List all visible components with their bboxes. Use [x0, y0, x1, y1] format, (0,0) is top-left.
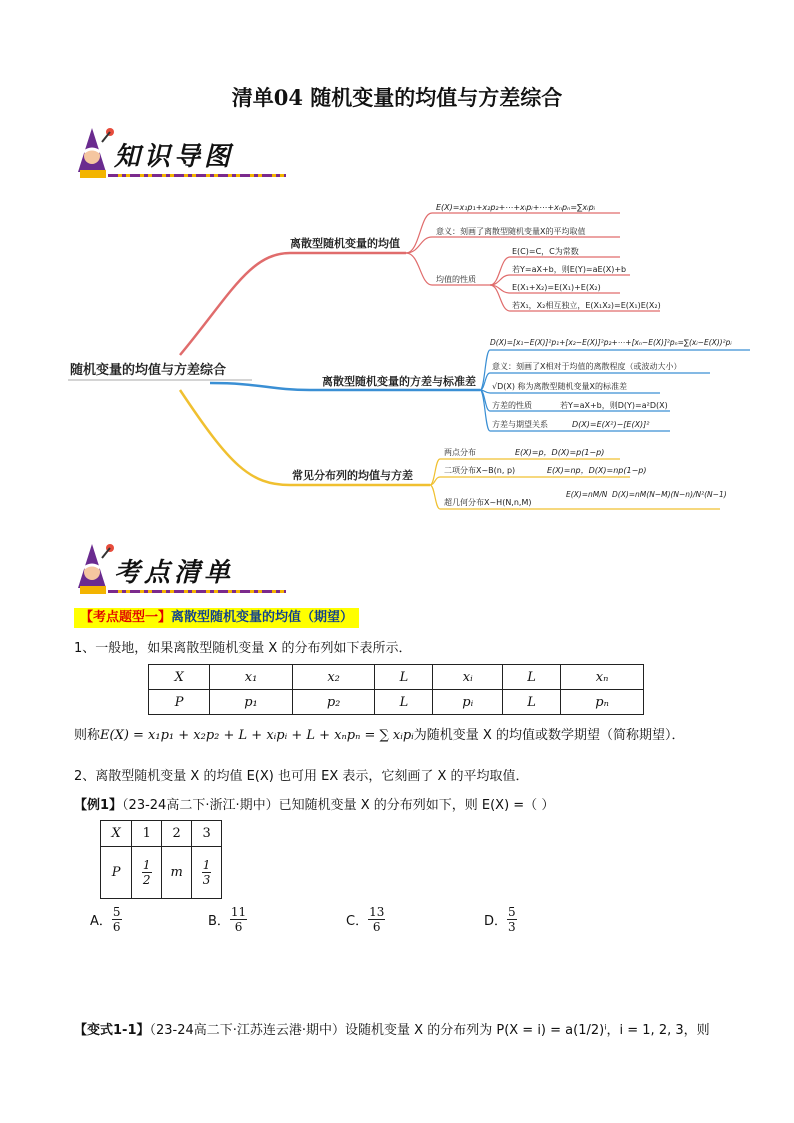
section-heading-text: 考点清单 [114, 558, 235, 588]
distribution-table-general [148, 664, 644, 715]
page-title: 清单04 随机变量的均值与方差综合 [231, 85, 563, 110]
choice-a[interactable]: A． $\frac{5}{6}$ [90, 905, 121, 934]
para2-prefix: 则称 [74, 728, 101, 743]
table-cell: p₂ [292, 690, 375, 715]
mean-property-2: 若Y=aX+b，则E(Y)=aE(X)+b [512, 265, 627, 274]
section-heading-mindmap [72, 122, 262, 182]
fraction: $\frac{11}{6}$ [230, 905, 247, 934]
section-heading-checklist [72, 538, 262, 598]
variance-relation: D(X)=E(X²)−[E(X)]² [572, 420, 650, 429]
std-dev: √D(X) 称为离散型随机变量X的标准差 [492, 382, 628, 391]
variant-source: （23-24高二下·江苏连云港·期中） [149, 1023, 346, 1038]
variant-label: 【变式1-1】 [74, 1023, 150, 1038]
fraction: $\frac{5}{3}$ [508, 905, 516, 934]
table-cell: xᵢ [433, 665, 503, 690]
table-cell: L [375, 690, 433, 715]
topic-tag [74, 608, 359, 628]
example-1-prompt [74, 797, 554, 815]
hypergeometric-label: 超几何分布X~H(N,n,M) [444, 498, 532, 507]
para2-suffix: 为随机变量 X 的均值或数学期望（简称期望）． [413, 728, 685, 743]
table-cell: 3 [192, 821, 222, 847]
wizard-mascot-icon [72, 538, 116, 596]
section-underline [108, 174, 286, 177]
topic-tag-title: 离散型随机变量的均值（期望） [171, 610, 354, 625]
table-cell: p₁ [210, 690, 293, 715]
fraction: $\frac{13}{6}$ [369, 905, 385, 934]
table-cell: X [101, 821, 132, 847]
mindmap [60, 195, 760, 515]
fraction: $\frac{1}{2}$ [142, 858, 151, 887]
choice-d[interactable]: D． $\frac{5}{3}$ [484, 905, 516, 934]
variance-properties-label: 方差的性质 [492, 401, 532, 410]
branch-label-variance: 离散型随机变量的方差与标准差 [322, 375, 476, 388]
mean-property-1: E(C)=C，C为常数 [512, 247, 579, 256]
topic-tag-bracket: 【考点题型一】 [80, 610, 172, 625]
variant-1-1-prompt [74, 1022, 710, 1040]
branch-label-common: 常见分布列的均值与方差 [292, 469, 413, 482]
table-cell: m [162, 847, 192, 899]
table-cell: L [503, 690, 561, 715]
table-cell: X [149, 665, 210, 690]
section-heading-text: 知识导图 [114, 142, 235, 172]
branch-label-mean: 离散型随机变量的均值 [290, 237, 400, 250]
choice-b[interactable]: B． $\frac{11}{6}$ [208, 905, 247, 934]
table-cell: pᵢ [433, 690, 503, 715]
variance-formula: D(X)=[x₁−E(X)]²p₁+[x₂−E(X)]²p₂+⋯+[xₙ−E(X)]²pₙ=∑(xᵢ−E(X))²pᵢ [490, 338, 732, 347]
fraction: $\frac{1}{3}$ [202, 858, 211, 887]
table-cell: L [375, 665, 433, 690]
mean-meaning: 意义：刻画了离散型随机变量X的平均取值 [436, 227, 586, 236]
table-cell-fraction [192, 847, 222, 899]
table-cell: L [503, 665, 561, 690]
paragraph-1: 1、一般地，如果离散型随机变量 X 的分布列如下表所示． [74, 641, 412, 656]
choice-c[interactable]: C． $\frac{13}{6}$ [346, 905, 385, 934]
table-cell: pₙ [561, 690, 644, 715]
section-underline [108, 590, 286, 593]
mindmap-root: 随机变量的均值与方差综合 [70, 363, 227, 378]
mean-property-3: E(X₁+X₂)=E(X₁)+E(X₂) [512, 283, 601, 292]
branch-line-mean [180, 253, 406, 355]
table-cell: P [149, 690, 210, 715]
variance-relation-label: 方差与期望关系 [492, 420, 548, 429]
mean-formula: E(X)=x₁p₁+x₂p₂+⋯+xᵢpᵢ+⋯+xₙpₙ=∑xᵢpᵢ [436, 203, 596, 212]
hypergeometric-variance: D(X)=nM(N−M)(N−n)/N²(N−1) [612, 490, 727, 499]
table-cell: x₂ [292, 665, 375, 690]
two-point-formula: E(X)=p，D(X)=p(1−p) [515, 448, 605, 457]
expectation-formula: E(X) = x₁p₁ + x₂p₂ + L + xᵢpᵢ + L + xₙpₙ = ∑ xᵢpᵢ [100, 728, 414, 743]
variance-property-1: 若Y=aX+b，则D(Y)=a²D(X) [560, 401, 668, 410]
distribution-table-example [100, 820, 222, 899]
hypergeometric-mean: E(X)=nM/N [566, 490, 608, 499]
variant-text: 设随机变量 X 的分布列为 P(X = i) = a(1/2)ⁱ，i = 1, 2, 3，则 [345, 1023, 710, 1038]
table-cell: 2 [162, 821, 192, 847]
two-point-label: 两点分布 [444, 448, 476, 457]
table-cell-fraction [132, 847, 162, 899]
fraction: $\frac{5}{6}$ [112, 905, 121, 934]
table-cell: xₙ [561, 665, 644, 690]
example-text: 已知随机变量 X 的分布列如下，则 E(X) =（ ） [278, 798, 555, 813]
table-cell: P [101, 847, 132, 899]
table-cell: x₁ [210, 665, 293, 690]
example-source: （23-24高二下·浙江·期中） [122, 798, 279, 813]
example-label: 【例1】 [74, 798, 123, 813]
variance-meaning: 意义：刻画了X相对于均值的离散程度（或波动大小） [492, 362, 682, 371]
mean-property-4: 若X₁，X₂相互独立，E(X₁X₂)=E(X₁)E(X₂) [512, 301, 661, 310]
binomial-formula: E(X)=np，D(X)=np(1−p) [547, 466, 647, 475]
paragraph-2 [74, 727, 684, 745]
table-cell: 1 [132, 821, 162, 847]
mean-properties-label: 均值的性质 [436, 275, 476, 284]
wizard-mascot-icon [72, 122, 116, 180]
binomial-label: 二项分布X~B(n, p) [444, 466, 516, 475]
paragraph-3: 2、离散型随机变量 X 的均值 E(X) 也可用 EX 表示，它刻画了 X 的平均取值． [74, 769, 529, 784]
